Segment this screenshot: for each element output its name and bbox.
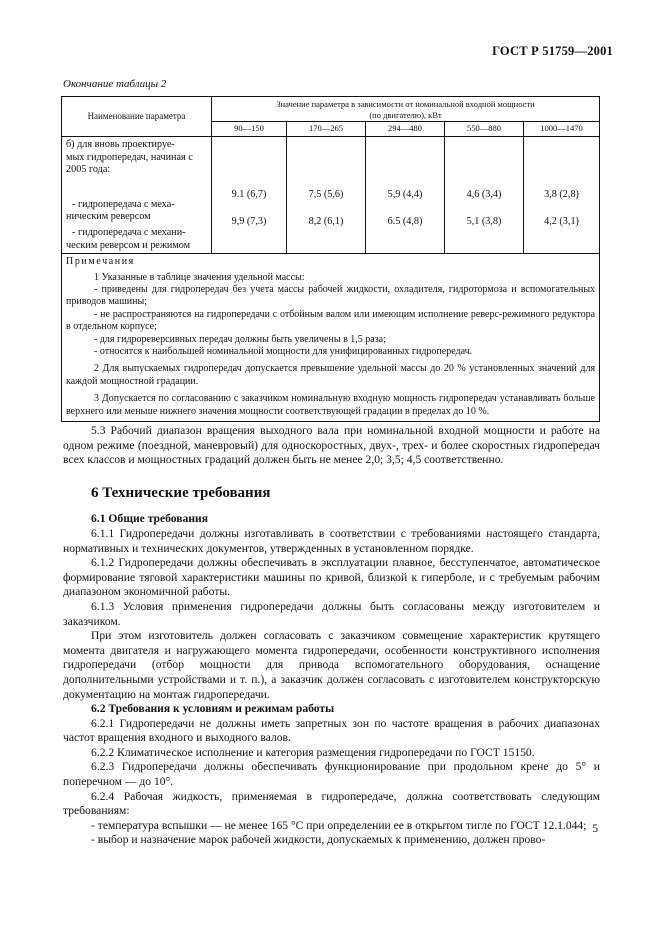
range-header: 294—480 — [366, 122, 445, 137]
param-cell: б) для вновь проектируе- мых гидропередач, начиная с 2005 года: - гидропередача с меха- ническим реверсом - гидропередача с механи- ческим реверсом и режимом — [62, 137, 212, 254]
note-3: 3 Допускается по согласованию с заказчиком номинальную входную мощность гидропередач устанавливать больше верхнего или меньше нижнего значения мощности соответствующей градации в пределах до 10 %. — [66, 393, 596, 417]
value-cell: 3,8 (2,8) 4,2 (3,1) — [524, 137, 600, 254]
value-cell: 9.1 (6,7) 9,9 (7,3) — [212, 137, 287, 254]
paragraph-6-1-2: 6.1.2 Гидропередачи должны обеспечивать в эксплуатации плавное, бесступенчатое, автоматическое формирование тяговой характеристики машины по кривой, близкой к гиперболе, и с требуемым рабочим диапазоном экономичной работы. — [63, 556, 600, 599]
paragraph-6-2-2: 6.2.2 Климатическое исполнение и категория размещения гидропередачи по ГОСТ 15150. — [91, 745, 535, 759]
paragraph-6-2-1: 6.2.1 Гидропередачи не должны иметь запретных зон по частоте вращения в рабочих диапазонах частот вращения входного и выходного валов. — [63, 716, 600, 745]
table-caption: Окончание таблицы 2 — [63, 78, 167, 90]
body-text — [63, 424, 600, 848]
paragraph-6-2-4-a: - температура вспышки — не менее 165 °С при определении ее в открытом тигле по ГОСТ 12.1.044; — [91, 818, 587, 832]
document-header: ГОСТ Р 51759—2001 — [492, 44, 613, 58]
subsection-6-1-title: 6.1 Общие требования — [91, 512, 208, 526]
note-1d: - относятся к наибольшей номинальной мощности для унифицированных гидропередач. — [94, 346, 473, 357]
values-column-header: Значение параметра в зависимости от номинальной входной мощности (по двигателю), кВт — [212, 97, 600, 122]
value-cell: 5,9 (4,4) 6.5 (4,8) — [366, 137, 445, 254]
paragraph-6-1-1: 6.1.1 Гидропередачи должны изготавливать в соответствии с требованиями настоящего стандарта, нормативных и технических документов, утвержденных в установленном порядке. — [63, 526, 600, 555]
range-header: 170—265 — [287, 122, 366, 137]
param-column-header: Наименование параметра — [62, 97, 212, 137]
value-cell: 7,5 (5,6) 8,2 (6,1) — [287, 137, 366, 254]
paragraph-6-1-3-b: При этом изготовитель должен согласовать с заказчиком совмещение характеристик крутящего момента двигателя и нагружающего момента гидропередачи, особенности конструктивного исполнения гидропередачи (отбор мощности для привода вспомогательного оборудования, оснащение дополнительными устройствами и т. п.), а заказчик должен согласовать с изготовителем конструкторскую документацию на монтаж гидропередачи. — [63, 629, 600, 701]
range-header: 550—880 — [445, 122, 524, 137]
table-notes — [62, 254, 600, 422]
note-1: 1 Указанные в таблице значения удельной массы: — [94, 271, 305, 283]
subsection-6-2-title: 6.2 Требования к условиям и режимам работы — [91, 702, 335, 716]
note-2: 2 Для выпускаемых гидропередач допускается превышение удельной массы до 20 % установленных значений для каждой мощностной градации. — [66, 363, 596, 387]
range-header: 90—150 — [212, 122, 287, 137]
notes-heading: Примечания — [66, 256, 135, 268]
note-1b: - не распространяются на гидропередачи с отбойным валом или имеющим исполнение реверс-режимного редуктора в отдельном корпусе; — [66, 308, 596, 333]
paragraph-6-2-4-b: - выбор и назначение марок рабочей жидкости, допускаемых к применению, должен прово- — [91, 833, 546, 847]
paragraph-6-1-3: 6.1.3 Условия применения гидропередачи должны быть согласованы между изготовителем и заказчиком. — [63, 599, 600, 628]
section-6-title: 6 Технические требования — [91, 484, 271, 501]
page-number: 5 — [592, 822, 598, 835]
paragraph-6-2-3: 6.2.3 Гидропередачи должны обеспечивать функционирование при продольном крене до 5° и поперечном — до 10°. — [63, 760, 600, 789]
paragraph-6-2-4: 6.2.4 Рабочая жидкость, применяемая в гидропередаче, должна соответствовать следующим требованиям: — [63, 789, 600, 818]
value-cell: 4,6 (3,4) 5,1 (3,8) — [445, 137, 524, 254]
specific-mass-table — [61, 96, 600, 422]
note-1c: - для гидрореверсивных передач должны быть увеличены в 1,5 раза; — [94, 333, 386, 345]
range-header: 1000—1470 — [524, 122, 600, 137]
paragraph-5-3: 5.3 Рабочий диапазон вращения выходного вала при номинальной входной мощности и работе на одном режиме (поездной, маневровый) для односкоростных, двух-, трех- и более скоростных гидропередач всех классов и мощностных градаций должен быть не менее 2,0; 3,5; 4,5 соответственно. — [63, 424, 600, 467]
note-1a: - приведены для гидропередач без учета массы рабочей жидкости, охладителя, гидротормоза и вспомогательных приводов машины; — [66, 283, 596, 308]
